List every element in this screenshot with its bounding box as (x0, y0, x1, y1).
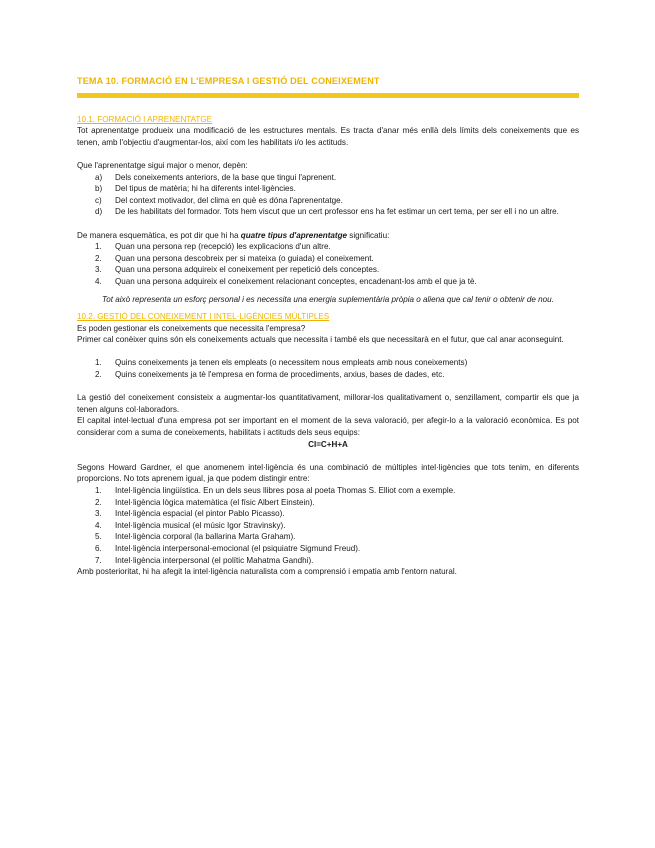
closing-paragraph: Amb posterioritat, hi ha afegit la intel·ligència naturalista com a comprensió i empatia amb l'entorn natural. (77, 567, 457, 577)
list-item: 2. Intel·ligència lògica matemàtica (el físic Albert Einstein). (95, 497, 315, 507)
list-item: 1. Quins coneixements ja tenen els empleats (o necessitem nous empleats amb nous coneixements) (95, 358, 468, 368)
section1-intro: Tot aprenentatge produeix una modificació de les estructures mentals. Es tracta d'anar més enllà dels límits dels coneixements que es tenen, amb l'objectiu d'augmentar-los, així com les habilitats i/o les actituds. (77, 126, 579, 147)
list-item: 2. Quan una persona descobreix per si mateixa (o guiada) el coneixement. (95, 253, 374, 263)
list-item: d) De les habilitats del formador. Tots hem viscut que un cert professor ens ha fet estimar un cert tema, per ser ell i no un altre. (95, 207, 559, 217)
quote: Tot això representa un esforç personal i es necessita una energia suplementària pròpia o aliena que cal tenir o obtenir de nou. (102, 294, 554, 304)
list-item: 1. Intel·ligència lingüística. En un dels seus llibres posa al poeta Thomas S. Elliot com a exemple. (95, 486, 456, 495)
types-lead: De manera esquemàtica, es pot dir que hi ha quatre tipus d'aprenentatge significatiu: (77, 230, 390, 240)
section2-paragraph-4: Segons Howard Gardner, el que anomenem intel·ligència és una combinació de múltiples intel·ligències que tots tenim, en diferents proporcions. No tots aprenem igual, ja que podem distingir entre: (77, 462, 579, 484)
types-emphasis: quatre tipus d'aprenentatge (240, 230, 348, 240)
types-list (77, 241, 579, 287)
list-item: 6. Intel·ligència interpersonal-emocional (el psiquiatre Sigmund Freud). (95, 543, 361, 553)
document-title: TEMA 10. FORMACIÓ EN L'EMPRESA I GESTIÓ DEL CONEIXEMENT (77, 76, 380, 86)
document-page (77, 76, 579, 578)
list-item: 1. Quan una persona rep (recepció) les explicacions d'un altre. (95, 242, 331, 252)
list-item: 7. Intel·ligència interpersonal (el polític Mahatma Gandhi). (95, 555, 314, 565)
list-item: 3. Quan una persona adquireix el coneixement per repetició dels conceptes. (95, 265, 380, 275)
list-item: 4. Intel·ligència musical (el músic Igor Stravinsky). (95, 520, 286, 530)
section2-paragraph-2: La gestió del coneixement consisteix a augmentar-los quantitativament, millorar-los qualitativament o, senzillament, compartir els que ja tenen alguns col·laboradors. (77, 393, 579, 414)
section-heading-2: 10.2. GESTIÓ DEL CONEIXEMENT I INTEL·LIGÈNCIES MÚLTIPLES (77, 312, 330, 322)
section2-paragraph-1: Primer cal conèixer quins són els coneixements actuals que necessita i també els que necessitarà en el futur, que cal anar aconseguint. (77, 335, 564, 345)
depends-list (77, 172, 579, 218)
list-item: a) Dels coneixements anteriors, de la base que tingui l'aprenent. (95, 172, 337, 182)
knowledge-list (77, 357, 579, 380)
list-item: c) Del context motivador, del clima en què es dóna l'aprenentatge. (95, 195, 343, 205)
depends-lead: Que l'aprenentatge sigui major o menor, depèn: (77, 160, 248, 170)
section2-question: Es poden gestionar els coneixements que necessita l'empresa? (77, 323, 306, 333)
list-item: b) Del tipus de matèria; hi ha diferents intel·ligències. (95, 184, 296, 194)
intelligences-list (77, 485, 579, 566)
section2-paragraph-3: El capital intel·lectual d'una empresa pot ser important en el moment de la seva valoració, per afegir-lo a la valoració econòmica. Es pot considerar com a suma de coneixements, habilitats i actituds dels seus equips: (77, 416, 579, 438)
list-item: 5. Intel·ligència corporal (la ballarina Marta Graham). (95, 532, 296, 542)
list-item: 4. Quan una persona adquireix el coneixement relacionant conceptes, encadenant-los amb el que ja tè. (95, 276, 477, 286)
formula: CI=C+H+A (308, 439, 348, 449)
title-divider (77, 93, 579, 98)
section-heading-1: 10.1. FORMACIÓ I APRENENTATGE (77, 114, 213, 124)
list-item: 2. Quins coneixements ja tè l'empresa en forma de procediments, arxius, bases de dades, etc. (95, 370, 445, 380)
list-item: 3. Intel·ligència espacial (el pintor Pablo Picasso). (95, 509, 285, 519)
